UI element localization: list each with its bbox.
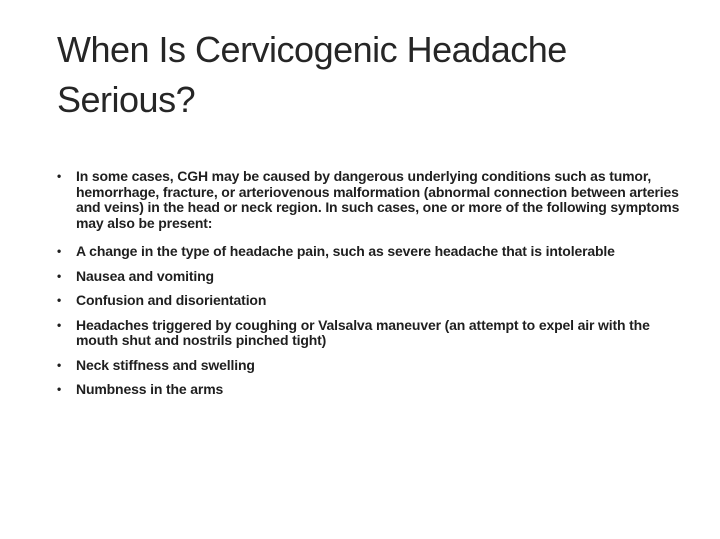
bullet-text: In some cases, CGH may be caused by dangerous underlying conditions such as tumor, hemorrhage, fracture, or arteriovenous malformation (abnormal connection between arteries and veins) in the head or neck region. In such cases, one or more of the following symptoms may also be present: [76,168,680,231]
bullet-text: Headaches triggered by coughing or Valsalva maneuver (an attempt to expel air with the mouth shut and nostrils pinched tight) [76,316,650,348]
bullet-icon: • [57,268,62,283]
bullet-icon: • [57,169,62,183]
bullet-icon: • [57,382,62,396]
bullet-item [57,358,720,374]
bullet-text: Numbness in the arms [76,381,224,397]
slide-title: When Is Cervicogenic Headache Serious? [57,29,567,120]
bullet-icon: • [57,317,62,332]
bullet-item [57,244,720,260]
bullet-text: Nausea and vomiting [76,267,214,284]
bullet-list [0,169,720,398]
bullet-icon: • [57,293,62,307]
bullet-text: A change in the type of headache pain, such as severe headache that is intolerable [76,243,615,259]
bullet-icon: • [57,244,62,258]
bullet-icon: • [57,357,62,372]
bullet-item [57,269,720,285]
bullet-item [57,293,720,309]
bullet-item [57,318,720,349]
bullet-item [57,169,720,231]
bullet-text: Confusion and disorientation [76,292,267,308]
bullet-item [57,382,720,398]
bullet-text: Neck stiffness and swelling [76,356,255,373]
